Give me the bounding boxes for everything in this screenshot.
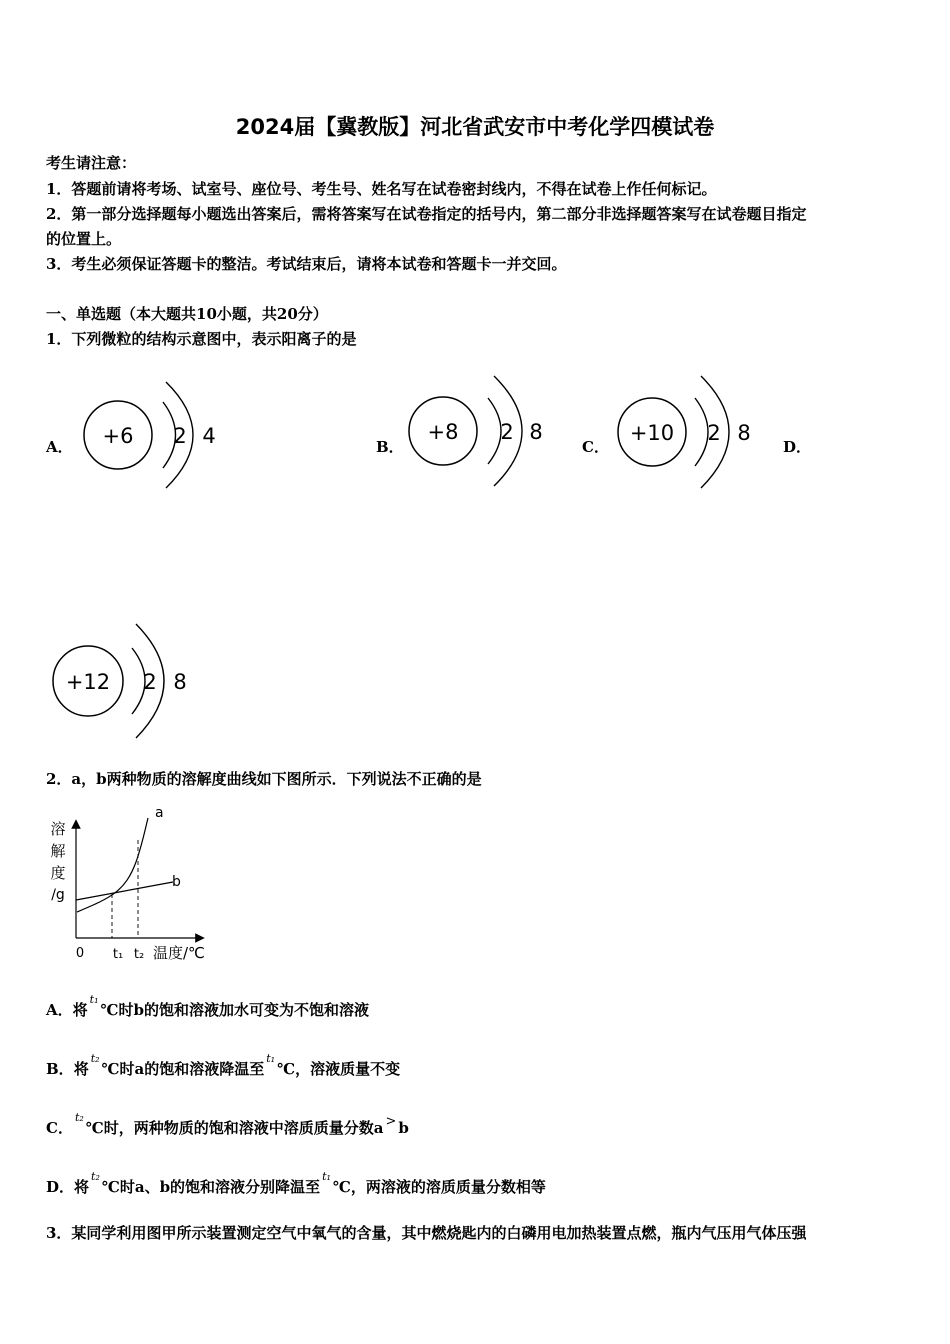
- notice-item-2: 2．第一部分选择题每小题选出答案后，需将答案写在试卷指定的括号内，第二部分非选择题答案写在试卷题目指定: [46, 205, 807, 223]
- option-text-mid: ℃时a的饱和溶液降温至: [101, 1060, 265, 1078]
- option-text-pre: 将: [72, 1001, 88, 1019]
- shell-1-electrons: 2: [143, 670, 157, 694]
- page-title: 2024届【冀教版】河北省武安市中考化学四模试卷: [235, 115, 715, 139]
- shell-1-electrons: 2: [707, 421, 721, 445]
- curve-a-label: a: [155, 805, 164, 821]
- q1-option-d-label: D．: [783, 438, 812, 456]
- temperature-symbol: t₁: [89, 993, 99, 1006]
- x-axis-label: 温度/℃: [153, 944, 205, 962]
- origin-label: 0: [75, 946, 85, 961]
- y-label-char-4: /g: [51, 887, 65, 903]
- option-text-pre: 将: [74, 1178, 90, 1196]
- shell-1-electrons: 2: [173, 424, 187, 448]
- t1-label: t₁: [112, 947, 124, 962]
- q2-option-c: [46, 1111, 409, 1138]
- option-text-post: ℃，两溶液的溶质质量分数相等: [332, 1178, 546, 1196]
- t2-label: t₂: [133, 947, 145, 962]
- nucleus-charge: +8: [427, 420, 459, 444]
- electron-shell-1: [488, 398, 501, 464]
- temperature-symbol: t₂: [90, 1052, 100, 1065]
- notice-item-3: 3．考生必须保证答题卡的整洁。考试结束后，请将本试卷和答题卡一并交回。: [46, 255, 567, 273]
- atom-diagram-b: [408, 362, 558, 502]
- q3-stem: 3．某同学利用图甲所示装置测定空气中氧气的含量，其中燃烧匙内的白磷用电加热装置点燃，瓶内气压用气体压强: [46, 1224, 807, 1242]
- option-text-post: ℃时b的饱和溶液加水可变为不饱和溶液: [100, 1001, 369, 1019]
- section-heading: 一、单选题（本大题共10小题，共20分）: [46, 305, 328, 323]
- solubility-curve-diagram: [40, 800, 230, 970]
- notice-heading: 考生请注意：: [46, 154, 137, 172]
- q1-option-c-label: C．: [582, 438, 609, 456]
- atom-diagram-a: [80, 365, 230, 505]
- q1-option-a-label: A．: [46, 438, 73, 456]
- greater-than-sign: >: [385, 1114, 397, 1129]
- nucleus-charge: +6: [102, 424, 134, 448]
- option-label: D．: [46, 1178, 75, 1196]
- temperature-symbol-2: t₁: [266, 1052, 276, 1065]
- q2-option-b: [46, 1052, 401, 1079]
- nucleus-charge: +10: [629, 421, 675, 445]
- q1-option-b-label: B．: [376, 438, 404, 456]
- y-label-char-3: 度: [50, 864, 66, 882]
- shell-2-electrons: 4: [202, 424, 216, 448]
- temperature-symbol: t₂: [91, 1170, 100, 1183]
- curve-b-label: b: [172, 874, 181, 890]
- shell-2-electrons: 8: [173, 670, 187, 694]
- option-label: B．: [46, 1060, 74, 1078]
- option-text-mid: ℃时，两种物质的饱和溶液中溶质质量分数a: [85, 1119, 384, 1137]
- option-text-pre: 将: [73, 1060, 89, 1078]
- y-label-char-1: 溶: [50, 820, 66, 838]
- notice-item-1: 1．答题前请将考场、试室号、座位号、考生号、姓名写在试卷密封线内，不得在试卷上作任何标记。: [46, 180, 717, 198]
- q2-option-d: [46, 1170, 546, 1197]
- temperature-symbol-2: t₁: [322, 1170, 331, 1183]
- shell-2-electrons: 8: [737, 421, 751, 445]
- q2-stem: 2．a，b两种物质的溶解度曲线如下图所示．下列说法不正确的是: [46, 770, 482, 788]
- shell-1-electrons: 2: [500, 420, 514, 444]
- option-label: A．: [46, 1001, 73, 1019]
- y-label-char-2: 解: [50, 842, 66, 860]
- option-text-post: b: [398, 1119, 409, 1137]
- notice-item-2-cont: 的位置上。: [46, 230, 122, 248]
- shell-2-electrons: 8: [529, 420, 543, 444]
- q1-stem: 1．下列微粒的结构示意图中，表示阳离子的是: [46, 330, 357, 348]
- option-label: C．: [46, 1119, 73, 1137]
- temperature-symbol: t₂: [74, 1111, 84, 1124]
- nucleus-charge: +12: [65, 670, 111, 694]
- atom-diagram-c: [615, 362, 765, 502]
- electron-shell-1: [695, 398, 708, 466]
- curve-b: [76, 882, 173, 900]
- atom-diagram-d: [50, 610, 200, 750]
- option-text-post: ℃，溶液质量不变: [277, 1060, 401, 1078]
- option-text-mid: ℃时a、b的饱和溶液分别降温至: [101, 1178, 321, 1196]
- q2-option-a: [46, 993, 369, 1020]
